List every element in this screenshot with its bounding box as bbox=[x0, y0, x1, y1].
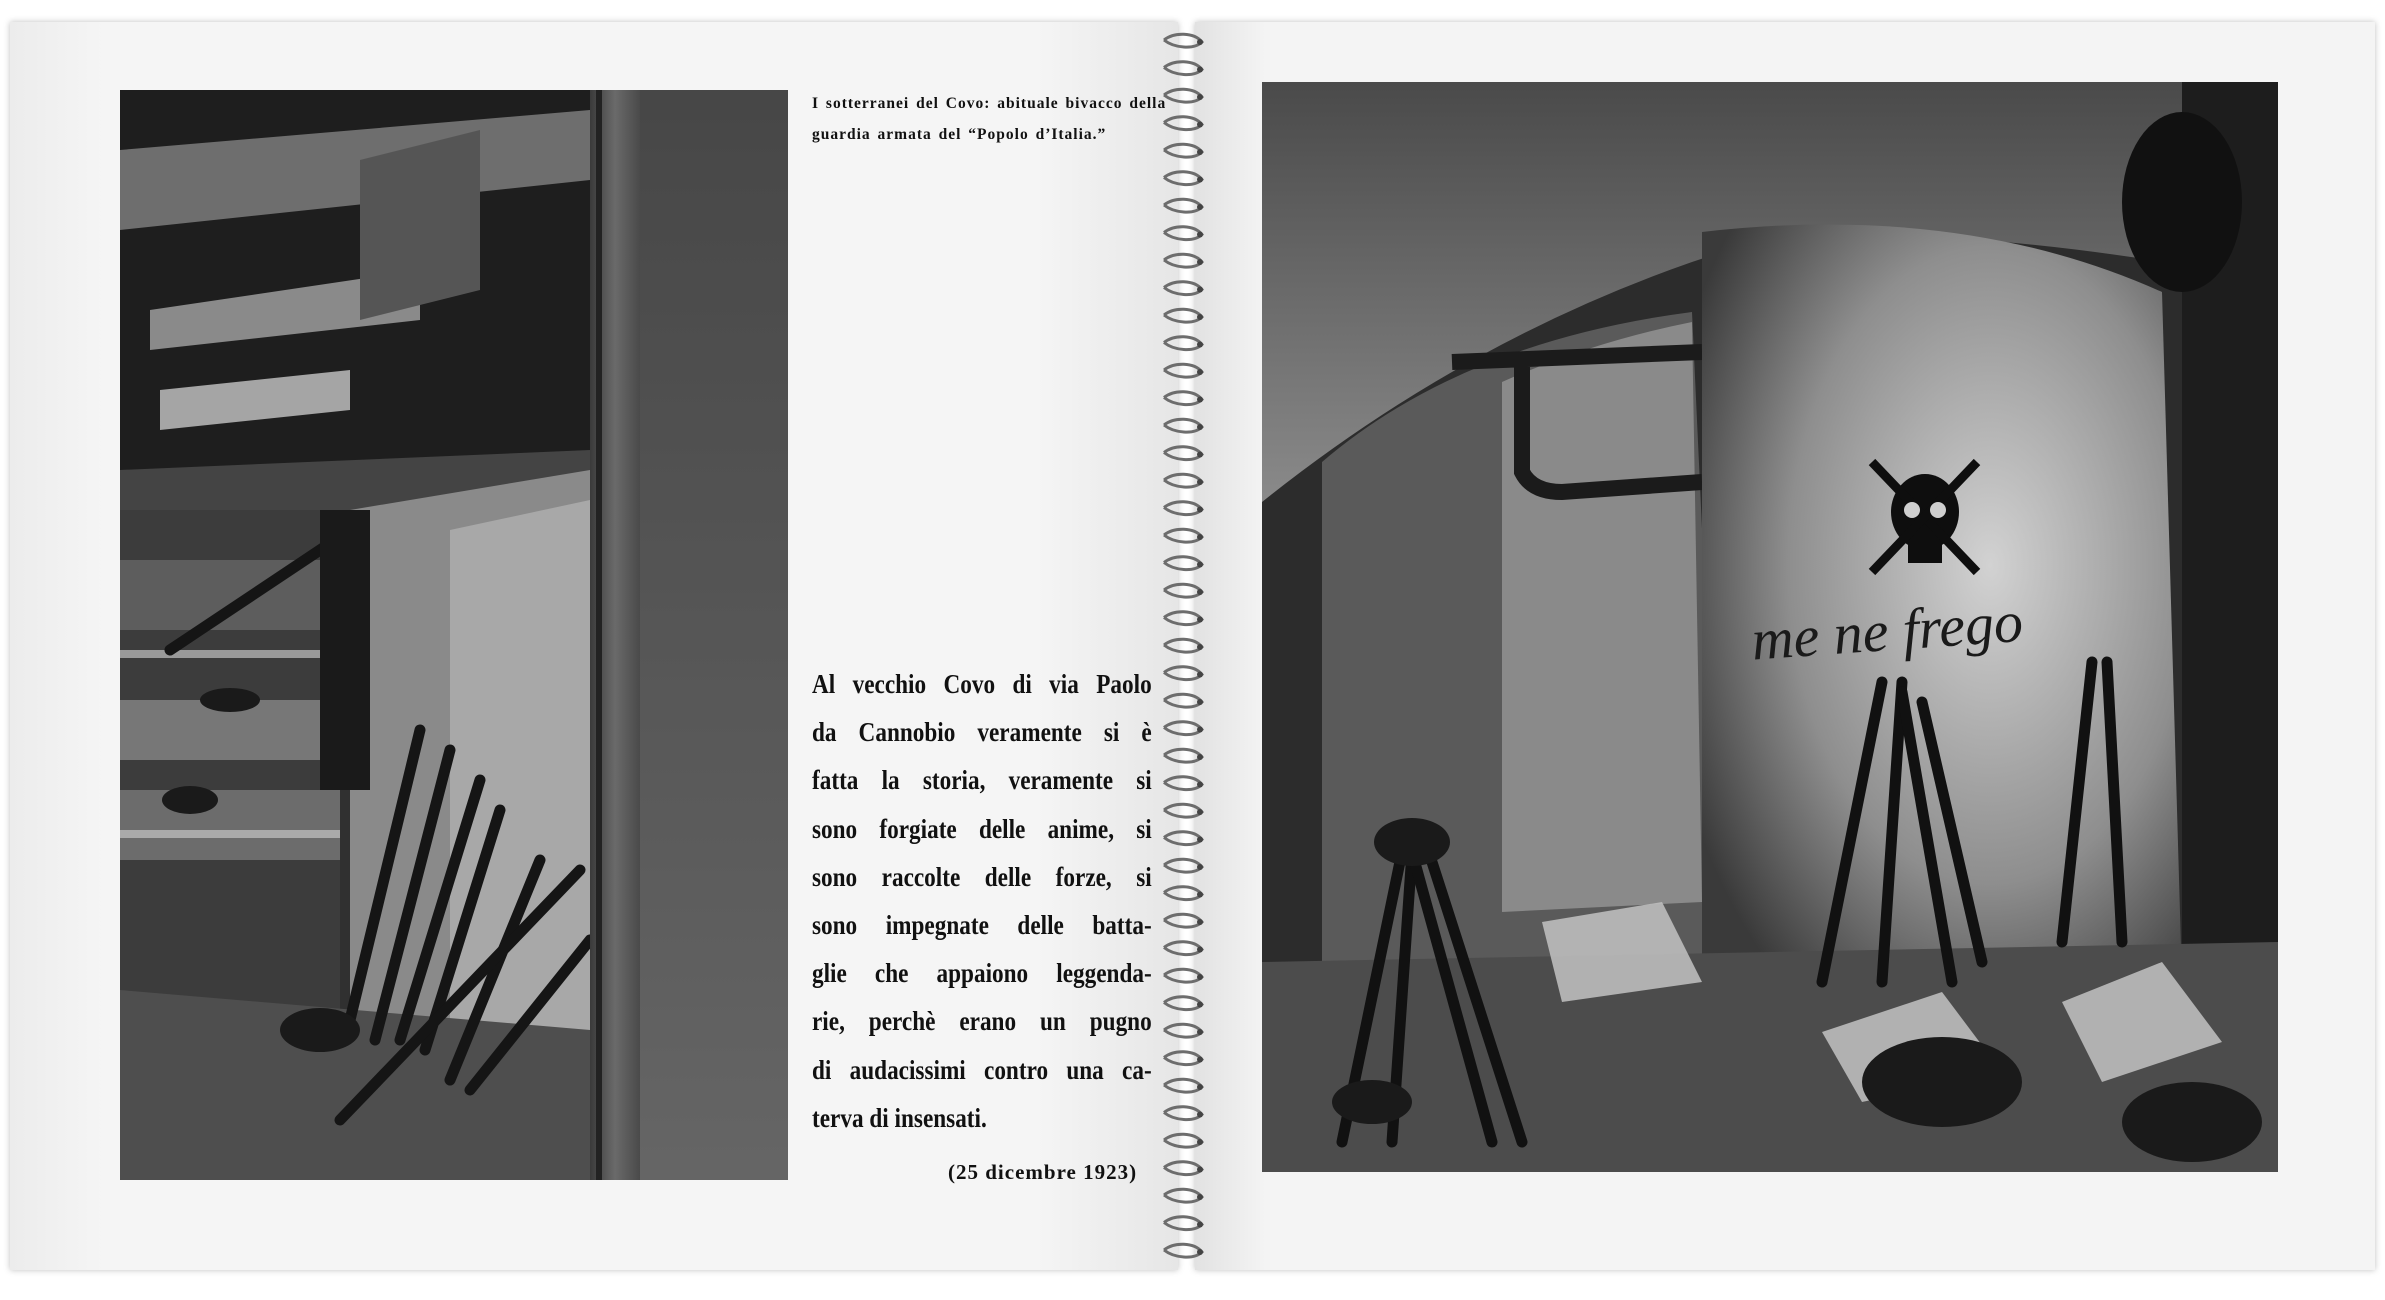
spiral-coil bbox=[1164, 172, 1202, 185]
spiral-coil bbox=[1164, 199, 1202, 212]
binding-hole bbox=[1197, 1112, 1203, 1118]
binding-hole bbox=[1197, 947, 1203, 953]
spiral-coil bbox=[1164, 1107, 1202, 1120]
body-line: di audacissimi contro una ca- bbox=[812, 1054, 1152, 1085]
binding-hole bbox=[1197, 617, 1203, 623]
binding-hole bbox=[1197, 1249, 1203, 1255]
binding-hole bbox=[1197, 507, 1203, 513]
binding-hole bbox=[1197, 1139, 1203, 1145]
binding-hole bbox=[1197, 1084, 1203, 1090]
spiral-coil bbox=[1164, 1134, 1202, 1147]
binding-hole bbox=[1197, 782, 1203, 788]
binding-hole bbox=[1197, 562, 1203, 568]
binding-hole bbox=[1197, 1222, 1203, 1228]
binding-hole bbox=[1197, 754, 1203, 760]
spiral-coil bbox=[1164, 777, 1202, 790]
date-line: (25 dicembre 1923) bbox=[948, 1160, 1138, 1184]
spiral-coil bbox=[1164, 89, 1202, 102]
right-photo-vault-graffiti bbox=[1262, 82, 2278, 1172]
binding-hole bbox=[1197, 1057, 1203, 1063]
spiral-coil bbox=[1164, 309, 1202, 322]
spiral-coil bbox=[1164, 804, 1202, 817]
spiral-coil bbox=[1164, 62, 1202, 75]
binding-hole bbox=[1197, 369, 1203, 375]
binding-hole bbox=[1197, 534, 1203, 540]
body-paragraph bbox=[812, 660, 1152, 1142]
spiral-coil bbox=[1164, 282, 1202, 295]
binding-hole bbox=[1197, 809, 1203, 815]
spiral-coil bbox=[1164, 227, 1202, 240]
binding-hole bbox=[1197, 452, 1203, 458]
spiral-coil bbox=[1164, 749, 1202, 762]
spiral-coil bbox=[1164, 1244, 1202, 1257]
spiral-binding bbox=[1160, 30, 1206, 1260]
binding-hole bbox=[1197, 974, 1203, 980]
body-line: Al vecchio Covo di via Paolo bbox=[812, 669, 1152, 699]
binding-hole bbox=[1197, 94, 1203, 100]
spiral-coil bbox=[1164, 34, 1202, 47]
spiral-coil bbox=[1164, 557, 1202, 570]
spiral-coil bbox=[1164, 667, 1202, 680]
binding-hole bbox=[1197, 1029, 1203, 1035]
body-line: sono forgiate delle anime, si bbox=[812, 813, 1152, 844]
spiral-coil bbox=[1164, 612, 1202, 625]
spiral-coil bbox=[1164, 1024, 1202, 1037]
spiral-coil bbox=[1164, 1162, 1202, 1175]
spiral-coil bbox=[1164, 887, 1202, 900]
binding-hole bbox=[1197, 232, 1203, 238]
spiral-coil bbox=[1164, 722, 1202, 735]
body-line: fatta la storia, veramente si bbox=[812, 765, 1152, 796]
caption-line-1: I sotterranei del Covo: abituale bivacco della bbox=[812, 95, 1167, 112]
spiral-coil bbox=[1164, 474, 1202, 487]
spiral-coil bbox=[1164, 447, 1202, 460]
binding-hole bbox=[1197, 837, 1203, 843]
body-line: terva di insensati. bbox=[812, 1102, 987, 1133]
caption-line-2: guardia armata del “Popolo d’Italia.” bbox=[812, 126, 1107, 143]
spiral-coil bbox=[1164, 337, 1202, 350]
spiral-coil bbox=[1164, 1217, 1202, 1230]
spiral-coil bbox=[1164, 529, 1202, 542]
binding-hole bbox=[1197, 1002, 1203, 1008]
spiral-coil bbox=[1164, 639, 1202, 652]
spiral-coil bbox=[1164, 694, 1202, 707]
spiral-coil bbox=[1164, 859, 1202, 872]
binding-hole bbox=[1197, 314, 1203, 320]
binding-hole bbox=[1197, 122, 1203, 128]
binding-hole bbox=[1197, 259, 1203, 265]
binding-hole bbox=[1197, 864, 1203, 870]
photo-caption bbox=[812, 88, 1180, 150]
spiral-coil bbox=[1164, 997, 1202, 1010]
binding-hole bbox=[1197, 287, 1203, 293]
body-line: rie, perchè erano un pugno bbox=[812, 1006, 1152, 1037]
binding-hole bbox=[1197, 149, 1203, 155]
binding-hole bbox=[1197, 727, 1203, 733]
spiral-coil bbox=[1164, 832, 1202, 845]
binding-hole bbox=[1197, 644, 1203, 650]
spiral-coil bbox=[1164, 1052, 1202, 1065]
binding-hole bbox=[1197, 1194, 1203, 1200]
body-line: sono impegnate delle batta- bbox=[812, 910, 1152, 941]
spiral-coil bbox=[1164, 914, 1202, 927]
binding-hole bbox=[1197, 67, 1203, 73]
spiral-coil bbox=[1164, 1189, 1202, 1202]
body-line: sono raccolte delle forze, si bbox=[812, 861, 1152, 892]
spiral-coil bbox=[1164, 1079, 1202, 1092]
spiral-coil bbox=[1164, 392, 1202, 405]
graffiti-text: me ne frego bbox=[1749, 588, 2025, 673]
binding-hole bbox=[1197, 342, 1203, 348]
binding-hole bbox=[1197, 424, 1203, 430]
spiral-coil bbox=[1164, 969, 1202, 982]
body-line: glie che appaiono leggenda- bbox=[812, 958, 1152, 989]
binding-hole bbox=[1197, 1167, 1203, 1173]
spiral-coil bbox=[1164, 942, 1202, 955]
spiral-coil bbox=[1164, 419, 1202, 432]
binding-hole bbox=[1197, 397, 1203, 403]
binding-hole bbox=[1197, 204, 1203, 210]
binding-hole bbox=[1197, 919, 1203, 925]
spiral-coil bbox=[1164, 502, 1202, 515]
binding-hole bbox=[1197, 699, 1203, 705]
body-line: da Cannobio veramente si è bbox=[812, 717, 1152, 748]
binding-hole bbox=[1197, 589, 1203, 595]
spiral-coil bbox=[1164, 254, 1202, 267]
spiral-coil bbox=[1164, 117, 1202, 130]
binding-hole bbox=[1197, 39, 1203, 45]
spiral-coil bbox=[1164, 144, 1202, 157]
spiral-coil bbox=[1164, 584, 1202, 597]
binding-hole bbox=[1197, 892, 1203, 898]
spiral-coil bbox=[1164, 364, 1202, 377]
left-photo-cellar-rifles bbox=[120, 90, 788, 1180]
binding-hole bbox=[1197, 479, 1203, 485]
binding-hole bbox=[1197, 672, 1203, 678]
binding-hole bbox=[1197, 177, 1203, 183]
